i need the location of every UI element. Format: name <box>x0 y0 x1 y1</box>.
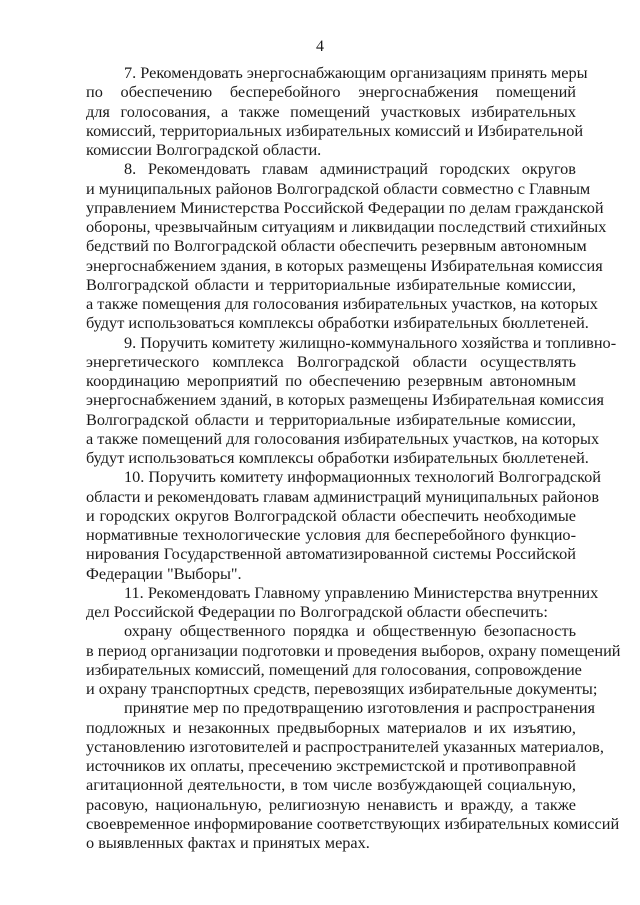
text-line: своевременное информирование соответствующих избирательных комиссий <box>86 813 620 833</box>
text-line: бедствий по Волгоградской области обеспечить резервным автономным <box>86 236 587 256</box>
paragraph-8 <box>86 159 607 333</box>
text-line: энергоснабжением зданий, в которых размещены Избирательная комиссия <box>86 390 604 410</box>
text-line: а также помещения для голосования избирательных участков, на которых <box>86 294 598 313</box>
text-line: будут использоваться комплексы обработки избирательных бюллетеней. <box>86 313 589 333</box>
text-line: Волгоградской области и территориальные избирательные комиссии, <box>86 274 576 294</box>
text-line: области и рекомендовать главам администраций муниципальных районов <box>86 486 600 506</box>
text-line: и городских округов Волгоградской области обеспечить необходимые <box>86 505 576 525</box>
text-line: избирательных комиссий, помещений для голосования, сопровождение <box>86 659 582 679</box>
text-line: комиссий, территориальных избирательных комиссий и Избирательной <box>86 120 584 140</box>
text-line: энергоснабжением здания, в которых размещены Избирательная комиссия <box>86 255 603 275</box>
text-line: принятие мер по предотвращению изготовления и распространения <box>124 698 595 718</box>
text-line: управлением Министерства Российской Федерации по делам гражданской <box>86 197 604 217</box>
text-line: агитационной деятельности, в том числе возбуждающей социальную, <box>86 775 576 795</box>
text-line: 10. Поручить комитету информационных технологий Волгоградской <box>124 467 602 487</box>
text-line: обороны, чрезвычайным ситуациям и ликвидации последствий стихийных <box>86 217 607 236</box>
text-line: установлению изготовителей и распространителей указанных материалов, <box>86 736 604 756</box>
text-line: комиссии Волгоградской области. <box>86 140 322 159</box>
text-line: 9. Поручить комитету жилищно-коммунального хозяйства и топливно- <box>124 332 617 352</box>
paragraph-11-item-public-order <box>86 621 621 698</box>
paragraph-9 <box>86 332 617 468</box>
text-line: нормативные технологические условия для бесперебойного функцио- <box>86 525 576 544</box>
text-line: подложных и незаконных предвыборных материалов и их изъятию, <box>86 717 576 737</box>
text-line: источников их оплаты, пресечению экстремистской и противоправной <box>86 756 576 775</box>
text-line: расовую, национальную, религиозную ненависть и вражду, а также <box>86 794 576 814</box>
text-line: охрану общественного порядка и общественную безопасность <box>124 621 576 641</box>
paragraph-11-item-prevention <box>86 698 620 852</box>
paragraph-7 <box>86 63 588 159</box>
text-line: 7. Рекомендовать энергоснабжающим организациям принять меры <box>124 63 588 82</box>
text-line: о выявленных фактах и принятых мерах. <box>86 833 370 852</box>
text-line: энергетического комплекса Волгоградской области осуществлять <box>86 351 576 371</box>
page-number: 4 <box>316 38 324 55</box>
text-line: нирования Государственной автоматизированной системы Российской <box>86 544 576 564</box>
text-line: 8. Рекомендовать главам администраций городских округов <box>124 159 576 179</box>
text-line: Волгоградской области и территориальные избирательные комиссии, <box>86 409 576 429</box>
text-line: 11. Рекомендовать Главному управлению Министерства внутренних <box>124 582 599 602</box>
text-line: по обеспечению бесперебойного энергоснабжения помещений <box>86 82 576 102</box>
text-line: координацию мероприятий по обеспечению резервным автономным <box>86 371 576 390</box>
text-line: и муниципальных районов Волгоградской области совместно с Главным <box>86 178 591 198</box>
paragraph-10 <box>86 467 602 583</box>
text-line: для голосования, а также помещений участковых избирательных <box>86 101 576 121</box>
text-line: Федерации "Выборы". <box>86 563 242 583</box>
text-line: будут использоваться комплексы обработки избирательных бюллетеней. <box>86 448 589 467</box>
paragraph-11 <box>86 582 599 622</box>
document-body <box>86 63 621 852</box>
text-line: и охрану транспортных средств, перевозящих избирательные документы; <box>86 679 598 698</box>
text-line: в период организации подготовки и проведения выборов, охрану помещений <box>86 640 621 660</box>
text-line: дел Российской Федерации по Волгоградской области обеспечить: <box>86 602 548 621</box>
text-line: а также помещений для голосования избирательных участков, на которых <box>86 428 600 448</box>
